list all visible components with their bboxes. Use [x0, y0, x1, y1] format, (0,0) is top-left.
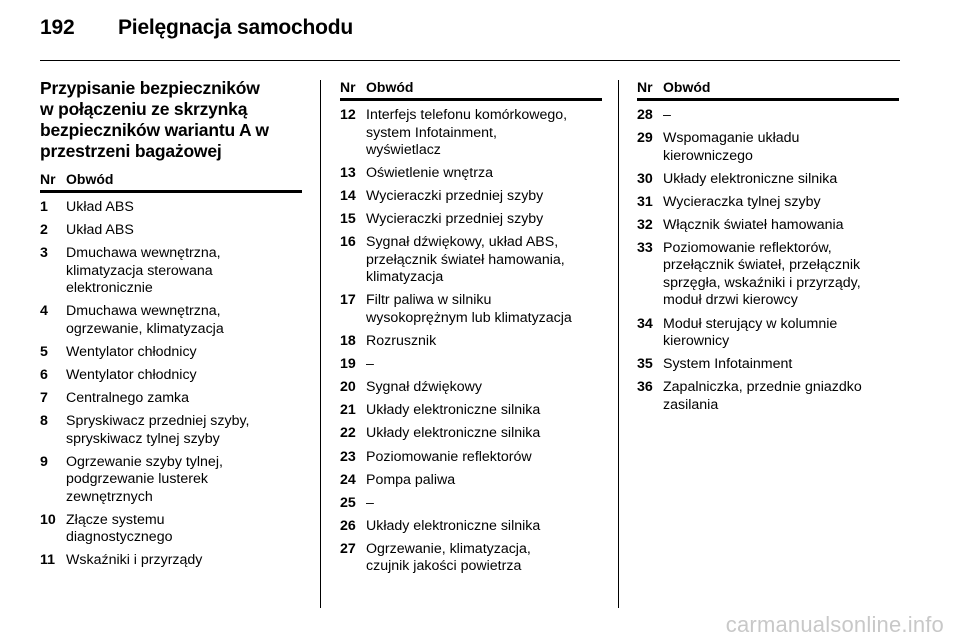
table-row	[40, 552, 302, 570]
fuse-number: 1	[40, 199, 48, 215]
fuse-circuit: Układ ABS	[66, 222, 134, 239]
fuse-list	[340, 107, 602, 576]
fuse-list	[637, 107, 899, 414]
fuse-circuit: Sygnał dźwiękowy, układ ABS, przełącznik świateł hamowania, klimatyzacja	[366, 234, 565, 286]
fuse-circuit: Poziomowanie reflektorów	[366, 448, 532, 465]
fuse-circuit: –	[366, 494, 374, 511]
fuse-number: 36	[637, 379, 653, 396]
fuse-number: 32	[637, 216, 653, 233]
fuse-circuit: Wycieraczki przedniej szyby	[366, 188, 544, 205]
fuse-circuit: Dmuchawa wewnętrzna, klimatyzacja sterowana elektronicznie	[66, 245, 221, 297]
table-row	[637, 217, 899, 235]
fuse-list	[40, 199, 302, 570]
table-row	[340, 107, 602, 160]
fuse-circuit: Zapalniczka, przednie gniazdko zasilania	[663, 379, 862, 413]
fuse-circuit: Układy elektroniczne silnika	[366, 402, 541, 419]
table-row	[637, 130, 899, 165]
fuse-number: 9	[40, 453, 48, 470]
table-row	[340, 292, 602, 327]
fuse-number: 12	[340, 107, 356, 123]
fuse-circuit: Układ ABS	[66, 199, 134, 215]
column-divider-2	[618, 80, 619, 608]
table-row	[40, 344, 302, 362]
fuse-column-1	[40, 78, 302, 576]
fuse-number: 30	[637, 170, 653, 187]
fuse-number: 25	[340, 494, 356, 511]
fuse-circuit: Wskaźniki i przyrządy	[66, 552, 203, 569]
fuse-circuit: Poziomowanie reflektorów, przełącznik świateł, przełącznik sprzęgła, wskaźniki i przyrządy, moduł drzwi kierowcy	[663, 239, 861, 309]
fuse-number: 17	[340, 292, 356, 309]
table-header	[637, 78, 899, 101]
fuse-circuit: Dmuchawa wewnętrzna, ogrzewanie, klimatyzacja	[66, 303, 224, 337]
fuse-number: 3	[40, 245, 48, 262]
fuse-number: 35	[637, 356, 653, 373]
fuse-circuit: System Infotainment	[663, 356, 793, 373]
table-row	[340, 425, 602, 443]
table-row	[40, 199, 302, 217]
table-row	[40, 245, 302, 298]
fuse-circuit: Układy elektroniczne silnika	[663, 170, 838, 187]
table-row	[637, 356, 899, 374]
fuse-number: 2	[40, 222, 48, 239]
fuse-number: 7	[40, 390, 48, 407]
table-row	[340, 472, 602, 490]
fuse-number: 21	[340, 402, 356, 419]
fuse-number: 34	[637, 315, 653, 332]
fuse-circuit: Filtr paliwa w silniku wysokoprężnym lub klimatyzacja	[366, 292, 572, 326]
fuse-circuit: –	[663, 107, 671, 123]
table-header	[40, 170, 302, 193]
fuse-number: 5	[40, 343, 48, 360]
table-row	[340, 188, 602, 206]
fuse-circuit: Sygnał dźwiękowy	[366, 379, 482, 396]
header-circuit: Obwód	[366, 79, 414, 95]
fuse-circuit: Wycieraczka tylnej szyby	[663, 193, 821, 210]
fuse-circuit: Włącznik świateł hamowania	[663, 216, 844, 233]
table-row	[637, 194, 899, 212]
table-row	[637, 171, 899, 189]
fuse-number: 27	[340, 540, 356, 557]
fuse-column-3	[637, 78, 899, 420]
table-row	[340, 333, 602, 351]
fuse-circuit: Ogrzewanie szyby tylnej, podgrzewanie lusterek zewnętrznych	[66, 453, 223, 505]
fuse-circuit: Wspomaganie układu kierowniczego	[663, 130, 800, 164]
fuse-number: 24	[340, 471, 356, 488]
fuse-number: 22	[340, 425, 356, 442]
header-divider	[40, 60, 900, 61]
fuse-circuit: Układy elektroniczne silnika	[366, 425, 541, 442]
fuse-number: 13	[340, 165, 356, 182]
table-row	[340, 449, 602, 467]
fuse-number: 4	[40, 303, 48, 320]
fuse-number: 23	[340, 448, 356, 465]
header-circuit: Obwód	[66, 171, 114, 187]
header-nr: Nr	[637, 79, 653, 95]
fuse-circuit: Centralnego zamka	[66, 390, 190, 407]
fuse-circuit: Interfejs telefonu komórkowego, system Infotainment, wyświetlacz	[366, 107, 568, 158]
fuse-circuit: Rozrusznik	[366, 333, 437, 350]
fuse-number: 26	[340, 517, 356, 534]
watermark[interactable]: carmanualsonline.info	[725, 612, 944, 637]
table-row	[40, 367, 302, 385]
table-row	[40, 390, 302, 408]
fuse-circuit: Spryskiwacz przedniej szyby, spryskiwacz tylnej szyby	[66, 413, 250, 447]
fuse-circuit: Wycieraczki przedniej szyby	[366, 211, 544, 228]
table-row	[40, 222, 302, 240]
fuse-circuit: Złącze systemu diagnostycznego	[66, 511, 173, 546]
fuse-number: 20	[340, 379, 356, 396]
table-row	[40, 413, 302, 448]
fuse-circuit: Ogrzewanie, klimatyzacja, czujnik jakości powietrza	[366, 540, 531, 575]
table-row	[340, 165, 602, 183]
table-row	[637, 240, 899, 310]
page-header	[40, 16, 353, 40]
fuse-number: 31	[637, 193, 653, 210]
table-row	[340, 356, 602, 374]
fuse-number: 15	[340, 211, 356, 228]
table-row	[340, 518, 602, 536]
fuse-circuit: Wentylator chłodnicy	[66, 366, 197, 383]
fuse-number: 28	[637, 107, 653, 123]
fuse-circuit: Układy elektroniczne silnika	[366, 517, 541, 534]
table-row	[637, 107, 899, 125]
table-row	[40, 454, 302, 507]
table-row	[40, 303, 302, 338]
section-title: Przypisanie bezpieczników w połączeniu ze skrzynką bezpieczników wariantu A w przestrzeni bagażowej	[40, 78, 269, 161]
fuse-number: 11	[40, 552, 55, 569]
table-row	[637, 316, 899, 351]
fuse-number: 14	[340, 188, 356, 205]
header-circuit: Obwód	[663, 79, 711, 95]
fuse-circuit: Oświetlenie wnętrza	[366, 165, 493, 182]
chapter-title: Pielęgnacja samochodu	[118, 16, 354, 39]
fuse-circuit: Moduł sterujący w kolumnie kierownicy	[663, 315, 838, 350]
fuse-number: 10	[40, 511, 56, 528]
header-nr: Nr	[40, 171, 56, 187]
table-row	[340, 495, 602, 513]
table-row	[340, 234, 602, 287]
table-header	[340, 78, 602, 101]
table-row	[340, 379, 602, 397]
fuse-number: 18	[340, 333, 356, 350]
fuse-circuit: Pompa paliwa	[366, 471, 456, 488]
fuse-number: 8	[40, 413, 48, 430]
header-nr: Nr	[340, 79, 356, 95]
fuse-column-2	[340, 78, 602, 582]
table-row	[340, 402, 602, 420]
fuse-circuit: Wentylator chłodnicy	[66, 343, 197, 360]
table-row	[637, 379, 899, 414]
table-row	[340, 541, 602, 576]
fuse-number: 29	[637, 130, 653, 147]
column-divider-1	[320, 80, 321, 608]
fuse-number: 6	[40, 366, 48, 383]
table-row	[340, 211, 602, 229]
fuse-number: 19	[340, 356, 356, 373]
fuse-circuit: –	[366, 356, 374, 373]
table-row	[40, 512, 302, 547]
fuse-number: 16	[340, 234, 356, 251]
fuse-number: 33	[637, 239, 653, 256]
page-number: 192	[40, 16, 75, 39]
